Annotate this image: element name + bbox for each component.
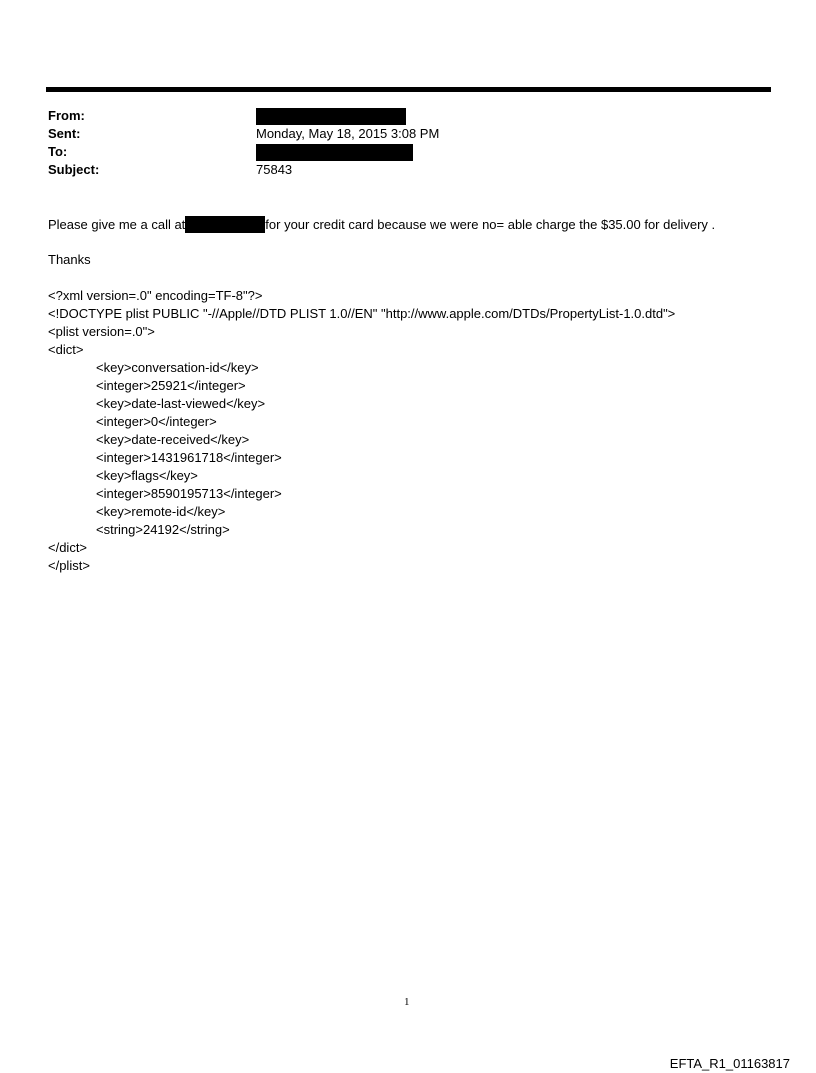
plist-line: <dict> <box>48 342 84 357</box>
plist-line: <key>date-received</key> <box>96 432 250 447</box>
sent-label: Sent: <box>48 126 81 141</box>
plist-line: <plist version=.0"> <box>48 324 155 339</box>
sent-value: Monday, May 18, 2015 3:08 PM <box>256 126 440 141</box>
plist-line: <key>flags</key> <box>96 468 198 483</box>
from-value <box>256 108 406 125</box>
header-rule <box>46 87 771 92</box>
message-text-after: for your credit card because we were no= able charge the $35.00 for delivery . <box>265 217 716 232</box>
plist-line: <!DOCTYPE plist PUBLIC "-//Apple//DTD PLIST 1.0//EN" "http://www.apple.com/DTDs/PropertyList-1.0.dtd"> <box>48 306 676 321</box>
to-row <box>48 144 748 162</box>
plist-line: <integer>1431961718</integer> <box>96 450 282 465</box>
subject-row <box>48 162 748 180</box>
plist-line: <integer>0</integer> <box>96 414 217 429</box>
plist-line: <key>remote-id</key> <box>96 504 226 519</box>
from-label: From: <box>48 108 85 123</box>
plist-line: </dict> <box>48 540 88 555</box>
bates-number: EFTA_R1_01163817 <box>669 1056 790 1071</box>
phone-redaction <box>185 216 265 233</box>
to-value <box>256 144 413 161</box>
plist-line: <string>24192</string> <box>96 522 230 537</box>
to-redaction <box>256 144 413 161</box>
plist-line: <key>date-last-viewed</key> <box>96 396 266 411</box>
plist-line: </plist> <box>48 558 90 573</box>
message-text-before: Please give me a call at <box>48 217 186 232</box>
sent-row <box>48 126 748 144</box>
plist-line: <integer>8590195713</integer> <box>96 486 282 501</box>
subject-value: 75843 <box>256 162 293 177</box>
from-row <box>48 108 748 126</box>
message-line <box>48 216 715 233</box>
subject-label: Subject: <box>48 162 100 177</box>
plist-line: <?xml version=.0" encoding=TF-8"?> <box>48 288 263 303</box>
plist-line: <key>conversation-id</key> <box>96 360 259 375</box>
thanks-line: Thanks <box>48 252 91 267</box>
plist-line: <integer>25921</integer> <box>96 378 246 393</box>
to-label: To: <box>48 144 68 159</box>
from-redaction <box>256 108 406 125</box>
page-number: 1 <box>404 996 410 1008</box>
